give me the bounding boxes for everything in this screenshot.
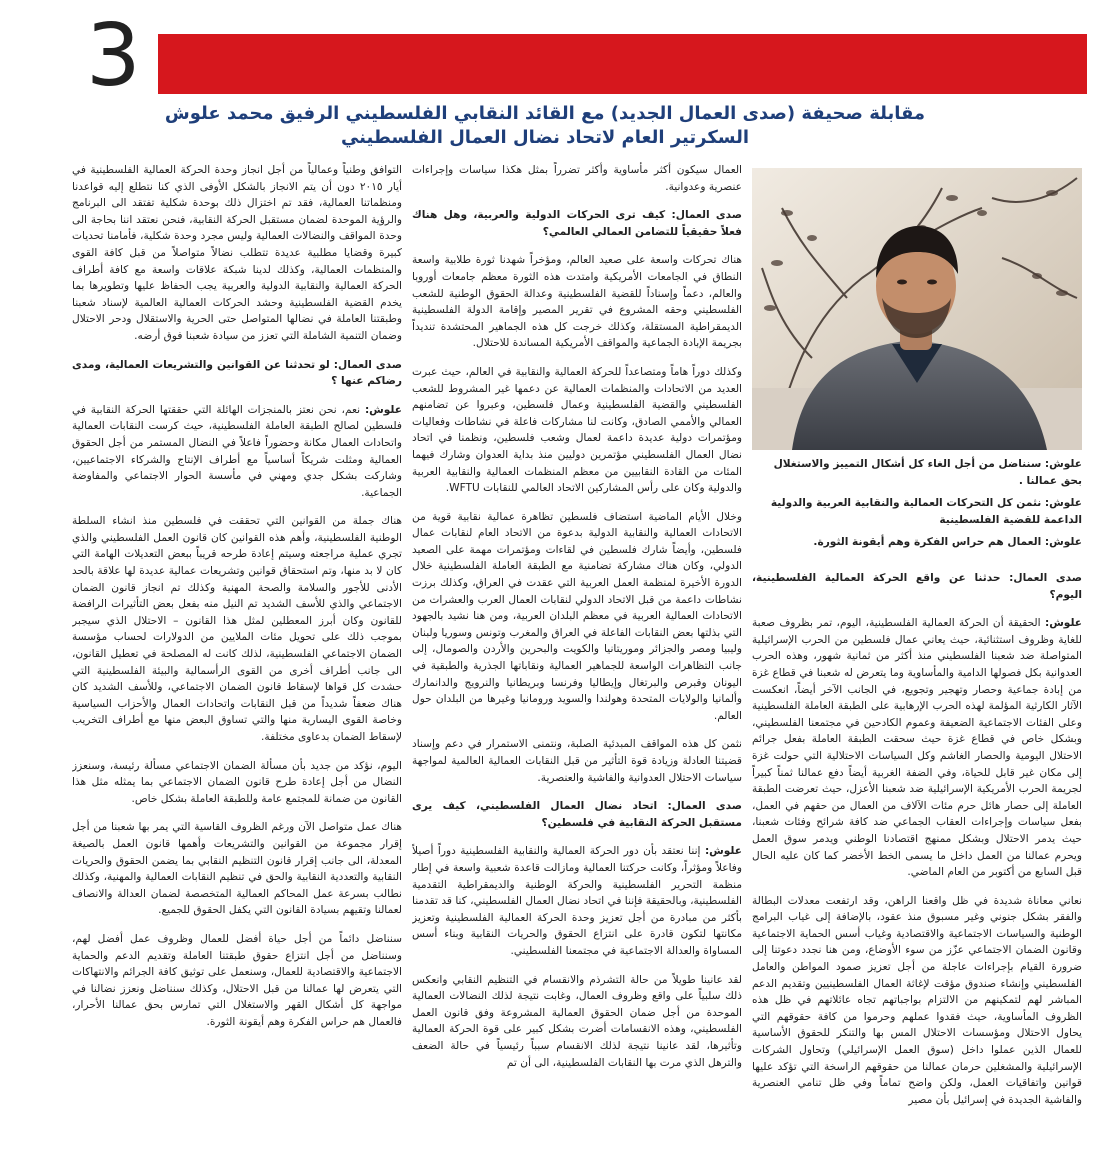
caption-1: علوش: سنناضل من أجل الغاء كل أشكال التمييز والاستغلال بحق عمالنا . bbox=[773, 458, 1082, 487]
left-paragraph-1: التوافق وطنياً وعمالياً من أجل انجاز وحدة الحركة العمالية الفلسطينية في أيار ٢٠١٥ دون أن يتم الانجاز بالشكل الأوفى الذي كنا نتطلع إليه قواعدنا ومنظماتنا العمالية، فقد تم اختزال ذلك بوحدة شكلية تفتقد الى البرنامج والرؤية الموحدة لضمان مستقبل الحركة النقابية، فنحن نعتقد اننا بحاجة الى وحدة المواقف والنضالات العمالية وليس مجرد وحدة شكلية، فأمامنا تحديات كبيرة وقضايا مطلبية عديدة تتطلب نضالاً متواصلاً من قبل كافة القوى والمنظمات العمالية، وكذلك لدينا شبكة علاقات واسعة مع كافة أطراف الحركة العمالية والنقابية الدولية والعربية يجب الحفاظ عليها وتطويرها بما يخدم القضية الفلسطينية وحشد الحركات العمالية العالمية لإسناد شعبنا وطبقتنا العاملة في نضالها المتواصل حتى الحرية والاستقلال ودحر الاحتلال وضمان التنمية الشاملة التي تعزز من سيادة شعبنا فوق أرضه. bbox=[72, 164, 402, 342]
answer-1-speaker: علوش: bbox=[1044, 617, 1082, 630]
question-1: صدى العمال: حدثنا عن واقع الحركة العمالية الفلسطينية، اليوم؟ bbox=[752, 572, 1082, 601]
answer-4e: سنناضل دائماً من أجل حياة أفضل للعمال وظروف عمل أفضل لهم، وسنناضل من أجل انتزاع حقوق طبقتنا العاملة وتقديم الدعم والحماية الاجتماعية والاقتصادية للعمال، وسنعمل على توثيق كافة الجرائم والانتهاكات التي يتعرض لها عمالنا من قبل الاحتلال، وكذلك سنناضل ونعزز نضالنا في مواجهة كل أشكال القهر والاستغلال التي تمارس بحق عمالنا الأحرار، فالعمال هم حراس الفكرة وهم أيقونة الثورة. bbox=[72, 932, 402, 1028]
answer-2c: وخلال الأيام الماضية استضاف فلسطين تظاهرة عمالية نقابية قوية من الاتحادات العمالية والنقابية الدولية بدعوة من الاتحاد العام لنقابات عمال فلسطين، وأيضاً شارك فلسطين في لقاءات ومؤتمرات مهمة على الصعيد الدولي، وكان هناك مشاركة تضامنية مع الطبقة العاملة الفلسطينية خلال الدورة الأخيرة لمنظمة العمل العربية التي عقدت في العراق، وكذلك برزت نشاطات داعمة من قبل الاتحاد الدولي لنقابات العمال العرب والعشرات من الاتحادات العمالية العربية في معظم البلدان العربية، ومن هنا نشيد بالجهود التي بذلتها بعض النقابات الفاعلة في العراق والمغرب وتونس وسوريا ولبنان وليبيا ومصر والجزائر وموريتانيا والكويت والبحرين والأردن والصومال، إلى جانب التظاهرات الواسعة للجماهير العمالية ونقاباتها الجذرية والطبقية في اليونان وقبرص والبرتغال وإيطاليا وفرنسا وبريطانيا والنرويج والدانمارك وألمانيا والولايات المتحدة وهولندا والسويد ورومانيا وغيرها من البلدان حول العالم. bbox=[412, 510, 742, 722]
caption-3: علوش: العمال هم حراس الفكرة وهم أيقونة الثورة. bbox=[813, 536, 1082, 549]
article-column-right bbox=[752, 570, 1082, 1152]
answer-4 bbox=[72, 402, 402, 502]
headline-line-1: مقابلة صحيفة (صدى العمال الجديد) مع القائد النقابي الفلسطيني الرفيق محمد علوش bbox=[164, 103, 926, 124]
question-3: صدى العمال: اتحاد نضال العمال الفلسطيني، كيف يرى مستقبل الحركة النقابية في فلسطين؟ bbox=[412, 800, 742, 829]
answer-4c: اليوم، نؤكد من جديد بأن مسألة الضمان الاجتماعي مسألة رئيسة، وسنعزز النضال من أجل إعادة طرح قانون الضمان الاجتماعي بما يمثله مثل هذا القانون من ضمانة للمجتمع عامة وللطبقة العاملة بشكل خاص. bbox=[72, 759, 402, 805]
answer-3 bbox=[412, 843, 742, 959]
answer-3-text: إننا نعتقد بأن دور الحركة العمالية والنقابية الفلسطينية دوراً أصيلاً وفاعلاً ومؤثراً، وكانت حركتنا العمالية ومازالت قاعدة شعبية واسعة في إطار منظمة التحرير الفلسطينية والحركة الوطنية والديمقراطية التقدمية الفلسطينية، وبالحقيقة فإننا في اتحاد نضال العمال الفلسطيني، كنا قد تقدمنا بأكثر من مبادرة من أجل تعزيز وحدة الحركة العمالية الفلسطينية وتعزيز مكانتها لتكون قادرة على انتزاع الحقوق والحريات النقابية وبناء أسس المساواة والعدالة الاجتماعية في مجتمعنا الفلسطيني. bbox=[412, 845, 742, 957]
portrait-illustration bbox=[752, 168, 1082, 450]
answer-2: هناك تحركات واسعة على صعيد العالم، ومؤخراً شهدنا ثورة طلابية واسعة النطاق في الجامعات الأمريكية وامتدت هذه الثورة معظم جامعات أوروبا والعالم، دعماً وإسناداً للقضية الفلسطينية وعدالة الحقوق الوطنية للشعب الفلسطيني وحقه المشروع في تقرير المصير وإقامة الدولة الفلسطينية الديمقراطية المستقلة، وكذلك خرجت كل هذه الجماهير المحتشدة تنديداً بجريمة الإبادة الجماعية والمواقف الأمريكية المساندة للاحتلال. bbox=[412, 254, 742, 350]
caption-2: علوش: نثمن كل التحركات العمالية والنقابية العربية والدولية الداعمة للقضية الفلسطينية bbox=[770, 497, 1082, 526]
interview-photo bbox=[752, 168, 1082, 450]
answer-3-speaker: علوش: bbox=[704, 845, 742, 858]
answer-4d: هناك عمل متواصل الآن ورغم الظروف القاسية التي يمر بها شعبنا من أجل إقرار مجموعة من القوانين والتشريعات وأهمها قانون العمل بالصيغة المعدلة، الى جانب إقرار قانون التنظيم النقابي بما يضمن الحقوق والحريات النقابية والتعددية النقابية والحق في تنظيم النقابات العمالية والمهنية، وكذلك نطالب بسرعة عمل المحاكم العمالية المتخصصة لضمان العدالة والانصاف لعمالنا وتقيهم بسيادة القانون التي يكفل الحقوق للجميع. bbox=[72, 821, 402, 917]
answer-2b: وكذلك دوراً هاماً ومتصاعداً للحركة العمالية والنقابية في العالم، حيث عبرت العديد من الاتحادات والمنظمات العمالية عن دعمها غير المشروط للشعب الفلسطيني والقضية الفلسطينية وعمال فلسطين، وعبروا عن تضامنهم العمالي والأممي الصادق، وكانت لنا مشاركات فاعلة في نشاطات وفعاليات ومؤتمرات دولية عديدة داعمة لعمال وشعب فلسطين، ونظمنا في اتحاد نضال العمال الفلسطيني مؤتمرين دوليين منذ بداية العدوان وشارك فيهما المئات من القادة النقابيين من معظم المنظمات العمالية والنقابية العربية والدولية وكان على رأس المشاركين الاتحاد العالمي للنقابات WFTU. bbox=[412, 365, 742, 495]
mid-intro: العمال سيكون أكثر مأساوية وأكثر تضرراً بمثل هكذا سياسات وإجراءات عنصرية وعدوانية. bbox=[412, 164, 742, 193]
header-band bbox=[158, 34, 1087, 94]
question-2: صدى العمال: كيف ترى الحركات الدولية والعربية، وهل هناك فعلاً حقيقياً للتضامن العمالي العالمي؟ bbox=[412, 209, 742, 238]
answer-1-text: الحقيقة أن الحركة العمالية الفلسطينية، اليوم، تمر بظروف صعبة للغاية وظروف استثنائية، حيث يعاني عمال فلسطين من الحرب الإسرائيلية المتواصلة ضد شعبنا الفلسطيني منذ أكثر من ثمانية شهور، وهذه الحرب العدوانية بكل فصولها الدامية والمأساوية وما يتعرض له شعبنا في قطاع غزة من إبادة جماعية وحصار وتهجير وتجويع، في الجانب الآخر أيضاً، انعكست الآثار الكارثية المؤلمة لهذه الحرب الإرهابية على الطبقة العاملة الفلسطينية وعلى الفئات الاجتماعية الضعيفة وعموم الكادحين في مجتمعنا الفلسطيني، وبشكل خاص في قطاع غزة حيث سحقت الطبقة العاملة بفعل جرائم الاحتلال اليومية والحصار الغاشم وكل السياسات الاحتلالية التي حولت غزة إلى مكان غير قابل للحياة، وفي الضفة الغربية أيضاً دفع عمالنا ثمناً كبيراً لجريمة الحرب الأمريكية الإسرائيلية ضد شعبنا الأعزل، حيث تعرضت الطبقة العاملة إلى حصار هائل حرم مئات الآلاف من العمال من حقهم في العمل، بفعل سياسات وإجراءات العقاب الجماعي ضد كافة شرائح وفئات شعبنا، حيث يدمر الاحتلال وبشكل ممنهج اقتصادنا الوطني ويدمر سوق العمل ويحرم عمالنا من العمل داخل ما يسمى الخط الأخضر كما كان عليه الحال قبل السابع من أكتوبر من العام الماضي. bbox=[752, 617, 1082, 879]
answer-1b: نعاني معاناة شديدة في ظل واقعنا الراهن، وقد ارتفعت معدلات البطالة والفقر بشكل جنوني وغير مسبوق منذ عقود، بالإضافة إلى غياب البرامج الوطنية والسياسات الاجتماعية والاقتصادية وغياب أسس الحماية الاجتماعية وقانون الضمان الاجتماعي عزّز من سوء الأوضاع، ومن هنا نجدد دعوتنا إلى ضرورة القيام بإجراءات عاجلة من أجل تعزيز صمود المواطن والعامل الفلسطيني وإنشاء صندوق مؤقت لإغاثة العمال الفلسطينيين وتقديم الدعم المباشر لهم لتمكينهم من الالتزام بواجباتهم تجاه عائلاتهم في ظل هذه الظروف المأساوية، حيث فقدوا عملهم وحرموا من كافة حقوقهم التي يحاول الاحتلال ومؤسسات الاحتلال المس بها والتنكر للحقوق الأساسية للعمال الذين عملوا داخل (سوق العمل الإسرائيلي) وتحاول الشركات الإسرائيلية والمشغلين حرمان عمالنا من حقوقهم الراسخة التي تؤكد عليها قوانين واتفاقيات العمل، ولكن واضح تماماً وفي ظل تنامي العنصرية والفاشية الجديدة في إسرائيل بأن مصير bbox=[752, 894, 1082, 1106]
article-column-left bbox=[72, 162, 402, 1152]
question-4: صدى العمال: لو تحدثنا عن القوانين والتشريعات العمالية، ومدى رضاكم عنها ؟ bbox=[72, 358, 402, 388]
answer-3b: لقد عانينا طويلاً من حالة التشرذم والانقسام في التنظيم النقابي وانعكس ذلك سلبياً على واقع وظروف العمال، وغابت نتيجة لذلك النضالات العمالية الموحدة من أجل ضمان الحقوق العمالية المشروعة وفق قانون العمل الفلسطيني، وهذه الانقسامات أضرت بشكل كبير على قوة الحركة العمالية وتأثيرها، لقد عانينا نتيجة لذلك الانقسام سبباً رئيسياً في حالة الضعف والترهل الذي مرت بها النقابات الفلسطينية، الى أن تم bbox=[412, 973, 742, 1069]
headline-line-2: السكرتير العام لاتحاد نضال العمال الفلسطيني bbox=[340, 127, 750, 148]
answer-4-speaker: علوش: bbox=[364, 403, 402, 416]
answer-2d: نثمن كل هذه المواقف المبدئية الصلبة، ونتمنى الاستمرار في دعم وإسناد قضيتنا العادلة وزيادة قوة التأثير من قبل النقابات العمالية العالمية لمواجهة سياسات الاحتلال العدوانية والفاشية والعنصرية. bbox=[412, 738, 742, 784]
article-headline bbox=[150, 102, 940, 150]
answer-1 bbox=[752, 615, 1082, 881]
answer-4-text: نعم، نحن نعتز بالمنجزات الهائلة التي حققتها الحركة النقابية في فلسطين لصالح الطبقة العاملة الفلسطينية، حيث كرست النقابات العمالية واتحادات العمال مكانة وحضوراً فاعلاً في النضال المستمر من أجل الحقوق العمالية ومثلت شريكاً أساسياً مع أطراف الإنتاج والشركاء الاجتماعيين، وشاركت بشكل جدي ومهني في مأسسة الحوار الاجتماعي والمفاوضة الجماعية. bbox=[72, 403, 402, 499]
photo-captions bbox=[752, 456, 1082, 557]
answer-4b: هناك جملة من القوانين التي تحققت في فلسطين منذ انشاء السلطة الوطنية الفلسطينية، وأهم هذه القوانين كان قانون العمل الفلسطيني والذي تجري عملية مراجعته وسيتم إعادة طرحه قريباً ببعض التعديلات الهامة التي كان لا بد منها، وتم استحقاق قوانين وتشريعات عمالية عديدة لها علاقة بالحد الأدنى للأجور والسلامة والصحة المهنية وكذلك تم انجاز قانون الضمان الاجتماعي والذي للأسف الشديد تم النيل منه بفعل بعض التأثيرات الرافضة للقانون وكان أبرز المعطلين لمثل هذا القانون – الاحتلال الذي سيجبر بموجب ذلك على تحويل مئات الملايين من الدولارات لحساب مؤسسة الضمان الاجتماعي الفلسطينية، لذلك كانت له المصلحة في تعطيل القانون، الى جانب أطراف أخرى من القوى الرأسمالية والبيئة الفلسطينية التي حشدت كل قواها لإسقاط قانون الضمان الاجتماعي، وللأسف الشديد كان هناك ضعفاً شديداً من قبل النقابات واتحادات العمال والأحزاب السياسية وخاصة القوى اليسارية منها والتي تساوق البعض منها مع أطراف التخريب لإسقاط الضمان بدعاوى مختلفة. bbox=[72, 515, 402, 743]
article-column-middle bbox=[412, 162, 742, 1152]
page-number: 3 bbox=[86, 6, 141, 106]
